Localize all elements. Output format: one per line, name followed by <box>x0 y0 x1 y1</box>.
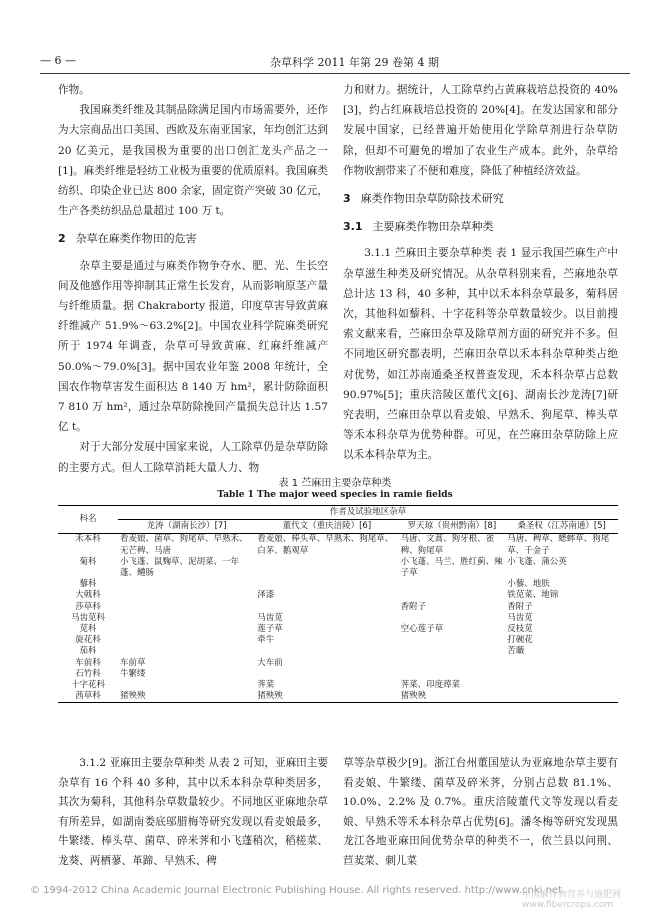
species-cell: 马唐、文蒿、狗牙根、雀稗、狗尾草 <box>400 534 495 556</box>
species-cell: 牵牛 <box>257 635 275 646</box>
paragraph: 杂草主要是通过与麻类作物争夺水、肥、光、生长空间及他感作用等抑制其正常生长发育，从而影响原茎产量与纤维质量。据 Chakraborty 报道，印度草害导致黄麻纤维减产 51.9%～63.2%[2]。中国农业科学院麻类研究所于 1974 年调查，杂草可导致黄麻、红麻纤维减产 50.0%～79.0%[3]。据中国农业年鉴 2008 年统计，全国农作物草害发生面积达 8 140 万 hm²，累计防除面积 7 810 万 hm²，通过杂草防除挽回产量损失总计达 1.57 亿 t。 <box>58 259 328 434</box>
section-title: 麻类作物田杂草防除技术研究 <box>360 192 504 206</box>
paragraph: 3.1.2 亚麻田主要杂草种类 从表 2 可知，亚麻田主要杂草有 16 个科 40 多种，其中以禾本科杂草种类居多，其次为菊科，其他科杂草数量较少。不同地区亚麻地杂草有所差异，如湖南娄底邬腊梅等研究发现以看麦娘最多，牛繁缕、棒头草、菌草、碎米荠和小飞蓬稍次，稻槎菜、龙葵、两栖蓼、革蹄、早熟禾、稗 <box>58 757 328 867</box>
family-cell: 茄科 <box>79 646 97 657</box>
species-cell <box>255 579 398 590</box>
column-header: 罗天琼（贵州黔南）[8] <box>399 520 506 534</box>
species-cell: 苦蘵 <box>507 646 525 657</box>
species-cell <box>505 669 618 680</box>
table-row <box>58 613 618 624</box>
header-rule <box>40 73 630 74</box>
species-cell: 小飞蓬、蒲公英 <box>507 556 567 567</box>
page-number: — 6 — <box>40 54 76 67</box>
species-cell <box>399 590 506 601</box>
table-row <box>58 624 618 635</box>
section-number: 3.1 <box>343 220 363 234</box>
table-row <box>58 579 618 590</box>
running-header <box>40 54 630 72</box>
paragraph: 草等杂草极少[9]。浙江台州董国堃认为亚麻地杂草主要有看麦娘、牛繁缕、菌草及碎米荠，分别占总数 81.1%、10.0%、2.2% 及 0.7%。重庆涪陵董代文等发现以看麦娘、早熟禾等禾本科杂草占优势[6]。潘冬梅等研究发现黑龙江各地亚麻田间优势杂草的种类不一，依兰县以问荆、苣荬菜、刺儿菜 <box>343 757 618 867</box>
species-cell <box>255 602 398 613</box>
family-cell: 马齿苋科 <box>70 612 105 623</box>
species-cell <box>255 557 398 579</box>
right-column <box>343 80 618 466</box>
paragraph: 对于大部分发展中国家来说，人工除草仍是杂草防除的主要方式。但人工除草消耗大量人力、物 <box>58 441 328 474</box>
species-cell: 荠菜、印度蔊菜 <box>400 680 461 691</box>
species-cell <box>118 590 255 601</box>
paragraph: 3.1.1 苎麻田主要杂草种类 表 1 显示我国苎麻生产中杂草滋生种类及研究情况。从杂草科别来看，苎麻地杂草总计达 13 科，40 多种，其中以禾本科杂草最多，菊科居次，其他科如藜科、十字花科等杂草数量较少。以目前搜索文献来看，苎麻田杂草及除草剂方面的研究并不多。但不同地区研究都表明，苎麻田杂草以禾本科杂草种类占绝对优势，如江苏南通桑圣权普查发现，禾本科杂草占总数 90.97%[5]；重庆涪陵区董代文[6]、湖南长沙龙涛[7]研究表明，苎麻田杂草以看麦娘、早熟禾、狗尾草、棒头草等禾本科杂草为优势种群。可见，在苎麻田杂草防除上应以禾本科杂草为主。 <box>343 247 618 462</box>
family-cell: 藜科 <box>79 579 97 590</box>
section-title: 主要麻类作物田杂草种类 <box>372 220 494 234</box>
family-cell: 禾本科 <box>75 534 101 545</box>
species-cell <box>118 646 255 657</box>
group-header: 作者及试验地区杂草 <box>118 506 618 520</box>
left-column <box>58 80 328 478</box>
species-cell: 小飞蓬、鼠麴草、泥胡菜、一年蓬、鳢肠 <box>120 556 240 579</box>
species-cell: 香附子 <box>400 601 427 612</box>
table-row <box>58 602 618 613</box>
table-body <box>58 534 618 703</box>
journal-title: 杂草科学 2011 年第 29 卷第 4 期 <box>270 56 439 69</box>
species-cell: 荠菜 <box>257 680 275 691</box>
family-cell: 苋科 <box>79 624 97 635</box>
species-cell: 猪殃殃 <box>118 691 255 703</box>
table-row <box>58 680 618 691</box>
copyright-footer: © 1994-2012 China Academic Journal Electronic Publishing House. All rights reserved. http://www.cnki.net <box>30 885 562 896</box>
species-cell: 反枝苋 <box>507 624 533 635</box>
family-cell: 十字花科 <box>70 680 105 691</box>
table-row <box>58 590 618 601</box>
species-cell <box>399 669 506 680</box>
species-cell <box>118 613 255 624</box>
table-row <box>58 557 618 579</box>
table-row <box>58 669 618 680</box>
family-cell: 旋花科 <box>75 635 101 646</box>
species-cell <box>255 646 398 657</box>
species-cell: 打碗花 <box>507 635 533 646</box>
species-cell <box>505 658 618 669</box>
species-cell: 大车前 <box>257 657 283 668</box>
table-row <box>58 534 618 557</box>
species-cell <box>118 680 255 691</box>
species-cell: 看麦娘、棒头草、早熟禾、狗尾草、白茅、鹅观草 <box>257 534 394 556</box>
table-row <box>58 691 618 703</box>
species-cell: 小藜、地肤 <box>507 579 550 590</box>
species-cell: 马齿苋 <box>257 612 283 623</box>
species-cell: 马唐、稗草、蟋蟀草、狗尾草、千金子 <box>507 534 610 556</box>
species-cell <box>118 635 255 646</box>
family-cell: 大戟科 <box>75 590 101 601</box>
species-cell: 莲子草 <box>257 624 283 635</box>
species-cell: 牛繁缕 <box>120 668 146 679</box>
species-cell <box>399 658 506 669</box>
species-cell: 泽漆 <box>257 590 275 601</box>
species-cell <box>255 669 398 680</box>
bottom-left-column <box>58 754 328 872</box>
species-cell: 猪殃殃 <box>399 691 506 703</box>
table-row <box>58 658 618 669</box>
section-number: 2 <box>58 232 66 246</box>
species-cell <box>505 680 618 691</box>
family-cell: 菊科 <box>79 556 97 567</box>
family-cell: 莎草科 <box>75 601 101 612</box>
species-cell <box>399 579 506 590</box>
paragraph: 作物。 <box>58 84 90 96</box>
family-header: 科名 <box>58 506 118 534</box>
paragraph: 我国麻类纤维及其制品除满足国内市场需要外，还作为大宗商品出口美国、西欧及东南亚国家，年均创汇达到 20 亿美元，是我国极为重要的出口创汇龙头产品之一[1]。麻类纤维是轻纺工业极为重要的优质原料。我国麻类纺织、印染企业已达 800 余家，固定资产突破 30 亿元，生产各类纺织品总量超过 100 万 t。 <box>58 104 328 218</box>
table-caption-cn: 表 1 苎麻田主要杂草种类 <box>278 478 392 489</box>
table-row <box>58 646 618 657</box>
species-cell: 马齿苋 <box>507 612 533 623</box>
bottom-right-column <box>343 754 618 872</box>
species-cell <box>118 602 255 613</box>
section-title: 杂草在麻类作物田的危害 <box>75 232 197 246</box>
species-cell: 车前草 <box>120 657 146 668</box>
species-cell <box>399 646 506 657</box>
family-cell: 石竹科 <box>75 668 101 679</box>
species-cell: 小飞蓬、马兰、胜红蓟、辣子草 <box>400 556 503 579</box>
family-cell: 茜草科 <box>58 691 118 703</box>
species-cell: 香附子 <box>507 601 533 612</box>
column-header: 龙涛（湖南长沙）[7] <box>118 520 255 534</box>
species-cell <box>118 624 255 635</box>
weed-species-table <box>58 505 618 703</box>
section-number: 3 <box>343 192 351 206</box>
species-cell: 看麦娘、菌草、狗尾草、早熟禾、无芒稗、马唐 <box>120 534 248 556</box>
species-cell: 猪殃殃 <box>255 691 398 703</box>
column-header: 董代文（重庆涪陵）[6] <box>255 520 398 534</box>
watermark: 中国麻作物营养与施肥网 www.fibercrops.com <box>522 890 622 910</box>
section-heading <box>58 229 328 249</box>
table-row <box>58 635 618 646</box>
species-cell <box>505 691 618 703</box>
species-cell <box>118 579 255 590</box>
family-cell: 车前科 <box>75 657 101 668</box>
subsection-heading <box>343 217 618 237</box>
paragraph: 力和财力。据统计，人工除草约占黄麻栽培总投资的 40%[3]，约占红麻栽培总投资的 20%[4]。在发达国家和部分发展中国家，已经普遍开始使用化学除草剂进行杂草防除，但却不可避免的增加了农业生产成本。此外，杂草给作物收割带来了不便和难度，降低了种植经济效益。 <box>343 84 618 177</box>
species-cell: 空心莲子草 <box>400 624 444 635</box>
column-header: 桑圣权（江苏南通）[5] <box>505 520 618 534</box>
species-cell <box>399 635 506 646</box>
species-cell <box>399 613 506 624</box>
section-heading <box>343 189 618 209</box>
species-cell: 铁苋菜、地锦 <box>507 590 559 601</box>
table-caption-en: Table 1 The major weed species in ramie fields <box>217 490 453 500</box>
